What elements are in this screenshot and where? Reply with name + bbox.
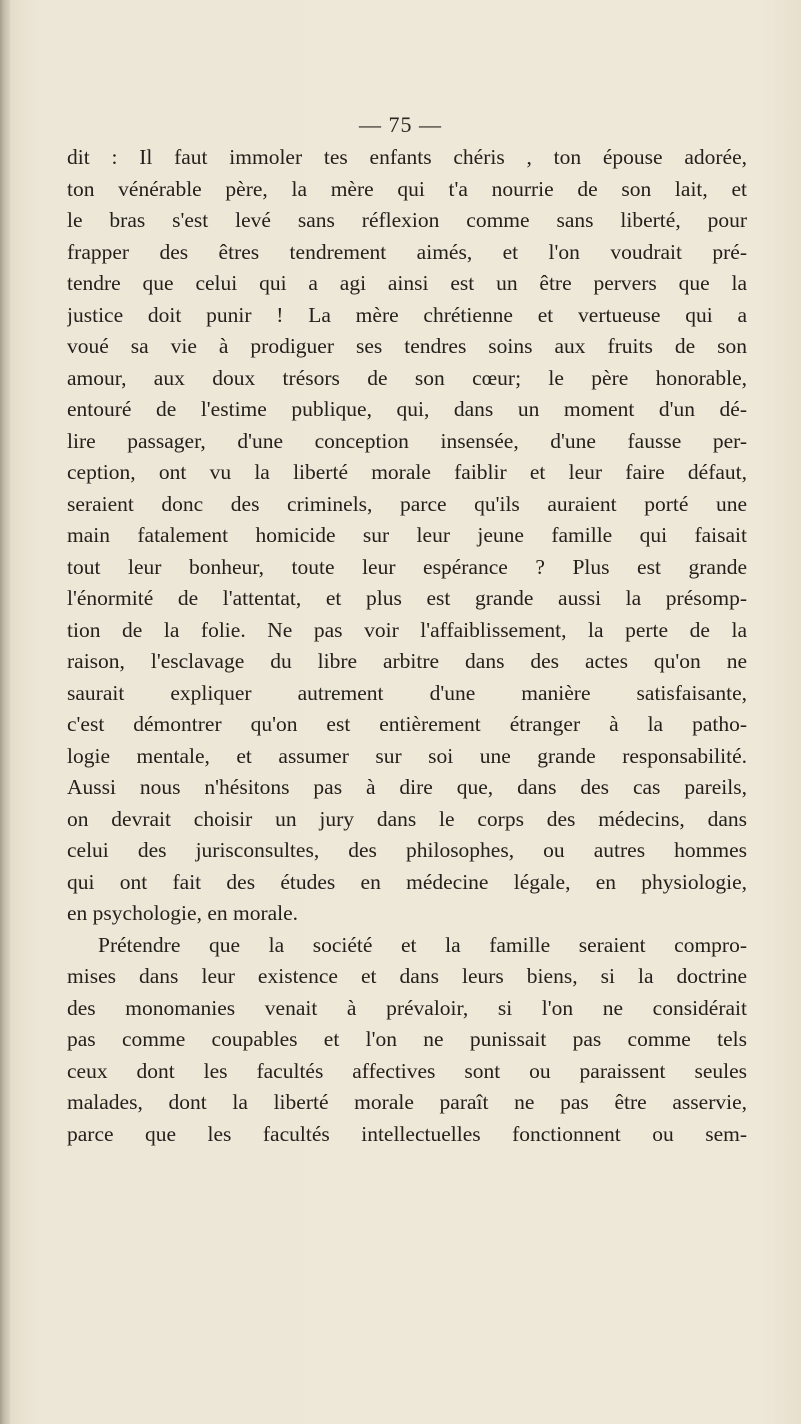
text-line: voué sa vie à prodiguer ses tendres soins aux fruits de son xyxy=(67,334,747,358)
text-line: seraient donc des criminels, parce qu'ils auraient porté une xyxy=(67,491,747,516)
text-line: frapper des êtres tendrement aimés, et l'on voudrait pré- xyxy=(67,239,747,264)
text-line: l'énormité de l'attentat, et plus est grande aussi la présomp- xyxy=(67,586,747,610)
text-line: saurait expliquer autrement d'une manière satisfaisante, xyxy=(67,680,747,705)
text-line: le bras s'est levé sans réflexion comme sans liberté, pour xyxy=(67,208,747,232)
text-line: tendre que celui qui a agi ainsi est un être pervers que la xyxy=(67,271,747,295)
text-line: ton vénérable père, la mère qui t'a nourrie de son lait, et xyxy=(67,176,747,201)
text-line: justice doit punir ! La mère chrétienne et vertueuse qui a xyxy=(67,302,747,327)
text-line: logie mentale, et assumer sur soi une grande responsabilité. xyxy=(67,743,747,768)
text-line: on devrait choisir un jury dans le corps des médecins, dans xyxy=(67,806,747,831)
text-line: tion de la folie. Ne pas voir l'affaiblissement, la perte de la xyxy=(67,617,747,642)
text-line: c'est démontrer qu'on est entièrement étranger à la patho- xyxy=(67,712,747,736)
text-line: des monomanies venait à prévaloir, si l'on ne considérait xyxy=(67,995,747,1020)
text-line: lire passager, d'une conception insensée, d'une fausse per- xyxy=(67,428,747,453)
text-line: pas comme coupables et l'on ne punissait pas comme tels xyxy=(67,1027,747,1051)
body-text xyxy=(67,142,747,1150)
page-spine-shadow xyxy=(0,0,10,1424)
text-line: amour, aux doux trésors de son cœur; le père honorable, xyxy=(67,365,747,390)
text-line: ceux dont les facultés affectives sont ou paraissent seules xyxy=(67,1058,747,1083)
text-line: Prétendre que la société et la famille seraient compro- xyxy=(98,932,747,957)
text-line: en psychologie, en morale. xyxy=(67,901,299,925)
text-line: entouré de l'estime publique, qui, dans un moment d'un dé- xyxy=(67,397,747,421)
page-number: — 75 — xyxy=(359,112,442,137)
text-line: mises dans leur existence et dans leurs biens, si la doctrine xyxy=(67,964,747,988)
text-line: raison, l'esclavage du libre arbitre dans des actes qu'on ne xyxy=(67,649,747,673)
text-line: Aussi nous n'hésitons pas à dire que, dans des cas pareils, xyxy=(67,775,747,799)
text-line: qui ont fait des études en médecine légale, en physiologie, xyxy=(67,869,747,894)
text-line: malades, dont la liberté morale paraît ne pas être asservie, xyxy=(67,1090,747,1114)
text-line: main fatalement homicide sur leur jeune famille qui faisait xyxy=(67,523,747,547)
text-line: parce que les facultés intellectuelles fonctionnent ou sem- xyxy=(67,1121,747,1146)
text-line: dit : Il faut immoler tes enfants chéris , ton épouse adorée, xyxy=(67,145,747,169)
text-line: celui des jurisconsultes, des philosophes, ou autres hommes xyxy=(67,838,747,862)
text-line: tout leur bonheur, toute leur espérance ? Plus est grande xyxy=(67,554,747,579)
text-line: ception, ont vu la liberté morale faiblir et leur faire défaut, xyxy=(67,460,747,484)
